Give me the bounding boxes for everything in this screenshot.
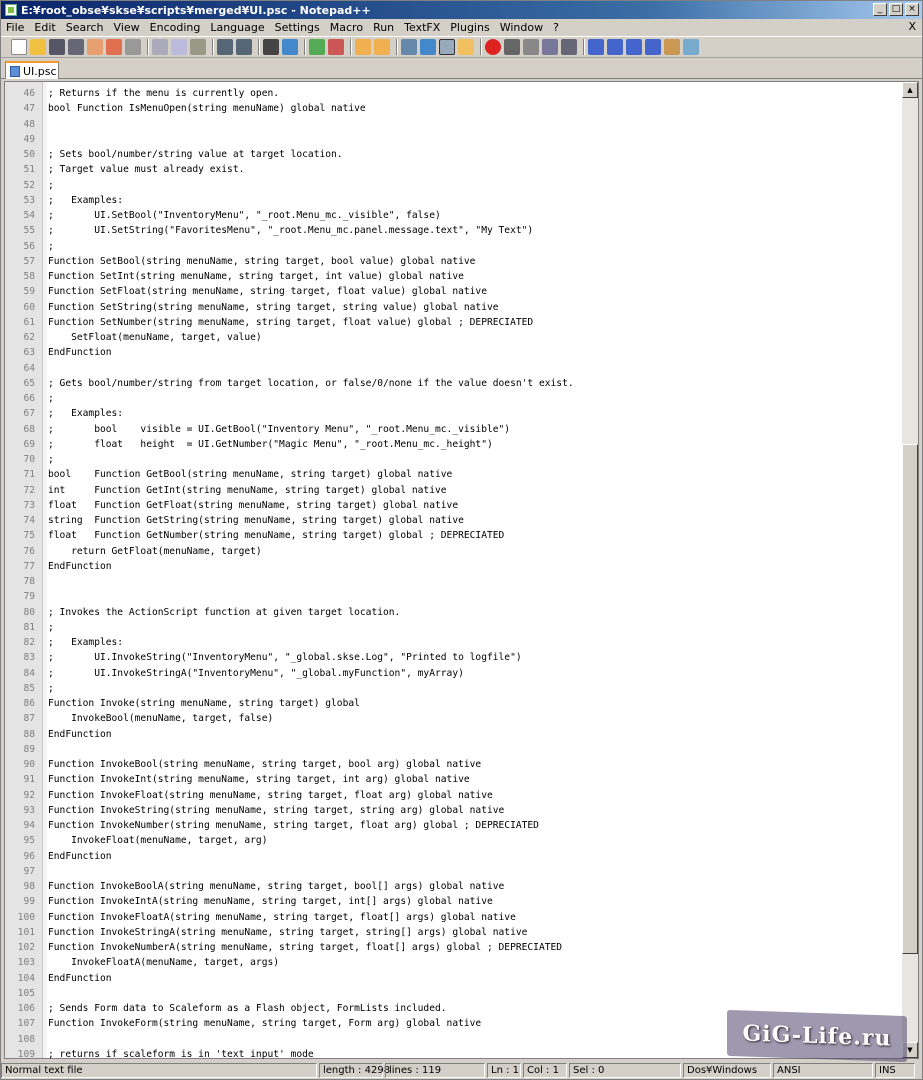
code-line[interactable] bbox=[5, 879, 902, 894]
line-number: 65 bbox=[23, 377, 35, 389]
line-number: 87 bbox=[23, 713, 35, 725]
copy-icon[interactable] bbox=[171, 39, 187, 55]
line-number: 50 bbox=[23, 149, 35, 160]
line-number: 48 bbox=[23, 118, 35, 130]
line-text: Function SetBool(string menuName, string target, bool value) global native bbox=[48, 255, 476, 267]
code-line[interactable] bbox=[5, 391, 902, 406]
code-line[interactable] bbox=[5, 711, 902, 726]
code-line[interactable] bbox=[5, 437, 902, 452]
menu-encoding[interactable]: Encoding bbox=[149, 21, 201, 34]
line-text: ; UI.InvokeString("InventoryMenu", "_global.skse.Log", "Printed to logfile") bbox=[48, 652, 522, 664]
word-wrap-icon[interactable] bbox=[401, 39, 417, 55]
code-line[interactable] bbox=[5, 833, 902, 848]
code-line[interactable] bbox=[5, 498, 902, 513]
code-line[interactable] bbox=[5, 101, 902, 116]
scroll-up-arrow-icon[interactable]: ▲ bbox=[902, 82, 918, 98]
status-line: Ln : 1 bbox=[487, 1063, 521, 1078]
line-number: 81 bbox=[23, 621, 35, 633]
code-line[interactable] bbox=[5, 742, 902, 757]
line-number: 66 bbox=[23, 393, 35, 404]
undo-icon[interactable] bbox=[217, 39, 233, 55]
line-text: Function SetInt(string menuName, string target, int value) global native bbox=[48, 271, 464, 282]
vertical-scrollbar[interactable] bbox=[902, 82, 918, 1058]
minimize-button[interactable]: _ bbox=[873, 3, 887, 16]
line-number: 49 bbox=[23, 133, 35, 145]
line-number: 63 bbox=[23, 347, 35, 359]
line-number: 73 bbox=[23, 499, 35, 511]
status-encoding: ANSI bbox=[773, 1063, 873, 1078]
code-line[interactable] bbox=[5, 193, 902, 208]
zoom-in-icon[interactable] bbox=[309, 39, 325, 55]
line-text: ; Sets bool/number/string value at target location. bbox=[48, 149, 343, 160]
line-text: SetFloat(menuName, target, value) bbox=[48, 332, 262, 343]
menu-textfx[interactable]: TextFX bbox=[404, 21, 441, 34]
tab-ui-psc[interactable] bbox=[5, 61, 59, 79]
toolbar-separator bbox=[350, 39, 352, 55]
toolbar-separator bbox=[147, 39, 149, 55]
line-text: ; bbox=[48, 240, 54, 252]
toolbar-separator bbox=[396, 39, 398, 55]
code-line[interactable] bbox=[5, 605, 902, 620]
code-line[interactable] bbox=[5, 178, 902, 193]
toolbar bbox=[1, 36, 922, 58]
line-text: Function InvokeInt(string menuName, string target, int arg) global native bbox=[48, 774, 470, 786]
cut-icon[interactable] bbox=[152, 39, 168, 55]
line-number: 85 bbox=[23, 682, 35, 694]
line-number: 82 bbox=[23, 637, 35, 648]
menu-help[interactable]: ? bbox=[553, 21, 559, 34]
line-number: 58 bbox=[23, 271, 35, 282]
line-number: 106 bbox=[17, 1003, 35, 1014]
line-text: float Function GetFloat(string menuName, string target) global native bbox=[48, 499, 459, 511]
line-number: 78 bbox=[23, 576, 35, 587]
code-line[interactable] bbox=[5, 162, 902, 177]
status-length: length : 4298 bbox=[319, 1063, 383, 1078]
line-text: ; UI.InvokeStringA("InventoryMenu", "_global.myFunction", myArray) bbox=[48, 667, 464, 679]
print-icon[interactable] bbox=[125, 39, 141, 55]
line-text: Function InvokeFloatA(string menuName, string target, float[] args) global native bbox=[48, 911, 516, 923]
window-title: E:¥root_obse¥skse¥scripts¥merged¥UI.psc - Notepad++ bbox=[21, 3, 371, 17]
line-text: int Function GetInt(string menuName, string target) global native bbox=[48, 484, 447, 496]
menu-language[interactable]: Language bbox=[210, 21, 265, 34]
line-number: 98 bbox=[23, 881, 35, 892]
status-eol-format: Dos¥Windows bbox=[683, 1063, 771, 1078]
watermark-logo bbox=[727, 1010, 907, 1062]
toolbar-separator bbox=[480, 39, 482, 55]
code-line[interactable] bbox=[5, 147, 902, 162]
line-number: 104 bbox=[17, 972, 35, 984]
notepadpp-app-icon[interactable] bbox=[5, 4, 17, 16]
code-line[interactable] bbox=[5, 528, 902, 543]
code-line[interactable] bbox=[5, 635, 902, 650]
line-text: bool Function IsMenuOpen(string menuName) global native bbox=[48, 103, 366, 115]
stop-macro-icon[interactable] bbox=[504, 39, 520, 55]
code-line[interactable] bbox=[5, 818, 902, 833]
line-number: 55 bbox=[23, 225, 35, 237]
line-text: ; Gets bool/number/string from target location, or false/0/none if the value doesn't exist. bbox=[48, 377, 574, 389]
saved-file-icon bbox=[10, 66, 20, 77]
line-text: Function Invoke(string menuName, string target) global bbox=[48, 698, 360, 709]
code-line[interactable] bbox=[5, 315, 902, 330]
line-text: EndFunction bbox=[48, 347, 112, 359]
new-file-icon[interactable] bbox=[11, 39, 27, 55]
line-text: ; bool visible = UI.GetBool("Inventory Menu", "_root.Menu_mc._visible") bbox=[48, 423, 511, 435]
textfx-3-icon[interactable] bbox=[626, 39, 642, 55]
line-text: InvokeFloat(menuName, target, arg) bbox=[48, 835, 268, 847]
line-text: Function InvokeBoolA(string menuName, string target, bool[] args) global native bbox=[48, 881, 505, 892]
line-text: EndFunction bbox=[48, 972, 112, 984]
line-number: 69 bbox=[23, 438, 35, 450]
line-text: EndFunction bbox=[48, 850, 112, 862]
menu-settings[interactable]: Settings bbox=[274, 21, 320, 34]
watermark-text: GiG-Life.ru bbox=[742, 1020, 892, 1052]
line-number: 109 bbox=[17, 1048, 35, 1060]
line-number: 71 bbox=[23, 469, 35, 481]
code-line[interactable] bbox=[5, 544, 902, 559]
line-number: 77 bbox=[23, 560, 35, 572]
code-line[interactable] bbox=[5, 864, 902, 879]
line-text: Function SetNumber(string menuName, string target, float value) global ; DEPRECIATED bbox=[48, 316, 534, 328]
line-number: 72 bbox=[23, 484, 35, 496]
line-number: 91 bbox=[23, 774, 35, 786]
line-text: Function InvokeForm(string menuName, string target, Form arg) global native bbox=[48, 1018, 482, 1030]
line-text: ; Invokes the ActionScript function at given target location. bbox=[48, 606, 401, 618]
line-number: 92 bbox=[23, 789, 35, 801]
redo-icon[interactable] bbox=[236, 39, 252, 55]
line-text: ; UI.SetString("FavoritesMenu", "_root.Menu_mc.panel.message.text", "My Text") bbox=[48, 225, 534, 237]
line-text: ; Sends Form data to Scaleform as a Flash object, FormLists included. bbox=[48, 1003, 447, 1014]
zoom-out-icon[interactable] bbox=[328, 39, 344, 55]
line-text: ; returns if scaleform is in 'text input' mode bbox=[48, 1048, 314, 1060]
line-number: 53 bbox=[23, 194, 35, 206]
line-number: 107 bbox=[17, 1018, 35, 1030]
line-number: 96 bbox=[23, 850, 35, 862]
scrollbar-thumb[interactable] bbox=[902, 444, 918, 954]
line-number: 102 bbox=[17, 942, 35, 953]
line-number: 100 bbox=[17, 911, 35, 923]
line-number: 84 bbox=[23, 667, 35, 679]
status-bar bbox=[1, 1062, 922, 1079]
menu-plugins[interactable]: Plugins bbox=[450, 21, 490, 34]
line-number: 76 bbox=[23, 545, 35, 557]
show-all-chars-icon[interactable] bbox=[420, 39, 436, 55]
line-text: InvokeBool(menuName, target, false) bbox=[48, 713, 274, 725]
line-text: string Function GetString(string menuName, string target) global native bbox=[48, 515, 464, 526]
code-line[interactable] bbox=[5, 788, 902, 803]
line-number: 101 bbox=[17, 926, 35, 938]
user-lang-icon[interactable] bbox=[458, 39, 474, 55]
line-text: ; Examples: bbox=[48, 194, 124, 206]
code-line[interactable] bbox=[5, 849, 902, 864]
code-line[interactable] bbox=[5, 559, 902, 574]
line-number: 93 bbox=[23, 804, 35, 816]
code-line[interactable] bbox=[5, 300, 902, 315]
paste-icon[interactable] bbox=[190, 39, 206, 55]
line-number: 80 bbox=[23, 606, 35, 618]
title-bar[interactable] bbox=[1, 1, 922, 19]
line-number: 99 bbox=[23, 896, 35, 908]
line-number: 67 bbox=[23, 408, 35, 420]
line-number: 59 bbox=[23, 286, 35, 298]
line-text: ; Examples: bbox=[48, 408, 124, 420]
sync-v-icon[interactable] bbox=[355, 39, 371, 55]
line-text: Function InvokeString(string menuName, string target, string arg) global native bbox=[48, 804, 505, 816]
line-number: 75 bbox=[23, 530, 35, 542]
menu-search[interactable]: Search bbox=[65, 21, 104, 34]
line-text: bool Function GetBool(string menuName, string target) global native bbox=[48, 469, 453, 481]
status-column: Col : 1 bbox=[523, 1063, 567, 1078]
code-line[interactable] bbox=[5, 696, 902, 711]
code-line[interactable] bbox=[5, 574, 902, 589]
line-number: 54 bbox=[23, 210, 35, 221]
line-number: 89 bbox=[23, 743, 35, 755]
code-line[interactable] bbox=[5, 772, 902, 787]
menu-bar bbox=[1, 19, 922, 36]
line-text: float Function GetNumber(string menuName, string target) global ; DEPRECIATED bbox=[48, 530, 505, 542]
code-line[interactable] bbox=[5, 666, 902, 681]
close-all-icon[interactable] bbox=[106, 39, 122, 55]
code-line[interactable] bbox=[5, 452, 902, 467]
status-file-type: Normal text file bbox=[1, 1063, 317, 1078]
line-number: 97 bbox=[23, 865, 35, 877]
menu-window[interactable]: Window bbox=[499, 21, 544, 34]
line-number: 105 bbox=[17, 987, 35, 999]
status-selection: Sel : 0 bbox=[569, 1063, 681, 1078]
menu-macro[interactable]: Macro bbox=[329, 21, 364, 34]
line-number: 46 bbox=[23, 88, 35, 99]
status-lines: lines : 119 bbox=[385, 1063, 485, 1078]
tab-label: UI.psc bbox=[23, 64, 57, 78]
code-line[interactable] bbox=[5, 330, 902, 345]
code-line[interactable] bbox=[5, 894, 902, 909]
line-text: EndFunction bbox=[48, 728, 112, 740]
code-line[interactable] bbox=[5, 208, 902, 223]
line-number: 62 bbox=[23, 332, 35, 343]
textfx-5-icon[interactable] bbox=[664, 39, 680, 55]
code-line[interactable] bbox=[5, 86, 902, 101]
save-all-icon[interactable] bbox=[68, 39, 84, 55]
line-text: ; Returns if the menu is currently open. bbox=[48, 88, 280, 99]
indent-guide-icon[interactable] bbox=[439, 39, 455, 55]
code-line[interactable] bbox=[5, 757, 902, 772]
line-number: 108 bbox=[17, 1033, 35, 1045]
code-line[interactable] bbox=[5, 940, 902, 955]
code-line[interactable] bbox=[5, 955, 902, 970]
open-file-icon[interactable] bbox=[30, 39, 46, 55]
line-number: 103 bbox=[17, 957, 35, 969]
line-text: Function InvokeIntA(string menuName, string target, int[] args) global native bbox=[48, 896, 493, 908]
line-number: 64 bbox=[23, 362, 35, 374]
line-text: ; bbox=[48, 179, 54, 191]
code-line[interactable] bbox=[5, 254, 902, 269]
line-text: ; Examples: bbox=[48, 637, 124, 648]
menu-file[interactable]: File bbox=[6, 21, 25, 34]
line-number: 60 bbox=[23, 301, 35, 313]
line-text: Function InvokeNumber(string menuName, string target, float arg) global ; DEPRECIATED bbox=[48, 820, 539, 831]
toolbar-separator bbox=[304, 39, 306, 55]
spellcheck-icon[interactable] bbox=[683, 39, 699, 55]
code-line[interactable] bbox=[5, 803, 902, 818]
close-window-button[interactable]: × bbox=[905, 3, 919, 16]
code-line[interactable] bbox=[5, 971, 902, 986]
line-number: 88 bbox=[23, 728, 35, 740]
line-number: 56 bbox=[23, 240, 35, 252]
code-line[interactable] bbox=[5, 986, 902, 1001]
code-line[interactable] bbox=[5, 406, 902, 421]
run-macro-multiple-icon[interactable] bbox=[542, 39, 558, 55]
line-text: EndFunction bbox=[48, 560, 112, 572]
code-line[interactable] bbox=[5, 483, 902, 498]
line-text: ; UI.SetBool("InventoryMenu", "_root.Menu_mc._visible", false) bbox=[48, 210, 441, 221]
document-tabs bbox=[1, 59, 922, 79]
line-text: Function InvokeNumberA(string menuName, string target, float[] args) global ; DEPRECIATED bbox=[48, 942, 563, 953]
code-line[interactable] bbox=[5, 239, 902, 254]
code-line[interactable] bbox=[5, 910, 902, 925]
code-line[interactable] bbox=[5, 422, 902, 437]
play-macro-icon[interactable] bbox=[523, 39, 539, 55]
code-line[interactable] bbox=[5, 132, 902, 147]
textfx-4-icon[interactable] bbox=[645, 39, 661, 55]
close-icon[interactable] bbox=[87, 39, 103, 55]
find-icon[interactable] bbox=[263, 39, 279, 55]
line-text: ; float height = UI.GetNumber("Magic Menu", "_root.Menu_mc._height") bbox=[48, 438, 493, 450]
code-line[interactable] bbox=[5, 925, 902, 940]
line-text: Function InvokeBool(string menuName, string target, bool arg) global native bbox=[48, 759, 482, 770]
code-line[interactable] bbox=[5, 681, 902, 696]
menu-run[interactable]: Run bbox=[373, 21, 395, 34]
replace-icon[interactable] bbox=[282, 39, 298, 55]
code-line[interactable] bbox=[5, 223, 902, 238]
line-text: Function SetFloat(string menuName, string target, float value) global native bbox=[48, 286, 487, 298]
code-line[interactable] bbox=[5, 467, 902, 482]
code-line[interactable] bbox=[5, 345, 902, 360]
line-number: 94 bbox=[23, 820, 35, 831]
save-icon[interactable] bbox=[49, 39, 65, 55]
record-macro-icon[interactable] bbox=[485, 39, 501, 55]
code-line[interactable] bbox=[5, 650, 902, 665]
textfx-1-icon[interactable] bbox=[588, 39, 604, 55]
line-text: Function SetString(string menuName, string target, string value) global native bbox=[48, 301, 499, 313]
code-line[interactable] bbox=[5, 513, 902, 528]
window-controls bbox=[873, 3, 919, 16]
textfx-2-icon[interactable] bbox=[607, 39, 623, 55]
line-number: 86 bbox=[23, 698, 35, 709]
code-line[interactable] bbox=[5, 269, 902, 284]
code-line[interactable] bbox=[5, 727, 902, 742]
code-line[interactable] bbox=[5, 284, 902, 299]
menu-view[interactable]: View bbox=[113, 21, 140, 34]
line-text: ; bbox=[48, 393, 54, 404]
line-number: 47 bbox=[23, 103, 35, 115]
line-number: 79 bbox=[23, 591, 35, 603]
line-number: 57 bbox=[23, 255, 35, 267]
line-number: 90 bbox=[23, 759, 35, 770]
text-editor[interactable] bbox=[4, 81, 919, 1059]
line-text: return GetFloat(menuName, target) bbox=[48, 545, 262, 557]
line-number: 74 bbox=[23, 515, 35, 526]
sync-h-icon[interactable] bbox=[374, 39, 390, 55]
line-text: Function InvokeFloat(string menuName, string target, float arg) global native bbox=[48, 789, 493, 801]
scroll-down-arrow-icon[interactable]: ▼ bbox=[902, 1042, 918, 1058]
line-number: 70 bbox=[23, 454, 35, 465]
toolbar-separator bbox=[583, 39, 585, 55]
line-number: 51 bbox=[23, 164, 35, 176]
line-text: ; bbox=[48, 621, 54, 633]
code-lines bbox=[5, 86, 902, 1062]
code-line[interactable] bbox=[5, 117, 902, 132]
line-number: 95 bbox=[23, 835, 35, 847]
code-line[interactable] bbox=[5, 361, 902, 376]
line-text: ; bbox=[48, 682, 54, 694]
menu-edit[interactable]: Edit bbox=[34, 21, 56, 34]
line-number: 61 bbox=[23, 316, 35, 328]
close-document-x-icon[interactable]: X bbox=[908, 20, 916, 33]
toolbar-separator bbox=[212, 39, 214, 55]
toolbar-separator bbox=[258, 39, 260, 55]
maximize-button[interactable]: □ bbox=[889, 3, 903, 16]
line-number: 68 bbox=[23, 423, 35, 435]
code-line[interactable] bbox=[5, 376, 902, 391]
line-text: ; Target value must already exist. bbox=[48, 164, 245, 176]
status-insert-mode: INS bbox=[875, 1063, 915, 1078]
line-text: ; bbox=[48, 454, 54, 465]
line-text: InvokeFloatA(menuName, target, args) bbox=[48, 957, 280, 969]
line-text: Function InvokeStringA(string menuName, string target, string[] args) global native bbox=[48, 926, 528, 938]
code-line[interactable] bbox=[5, 589, 902, 604]
save-macro-icon[interactable] bbox=[561, 39, 577, 55]
code-line[interactable] bbox=[5, 620, 902, 635]
line-number: 52 bbox=[23, 179, 35, 191]
line-number: 83 bbox=[23, 652, 35, 664]
